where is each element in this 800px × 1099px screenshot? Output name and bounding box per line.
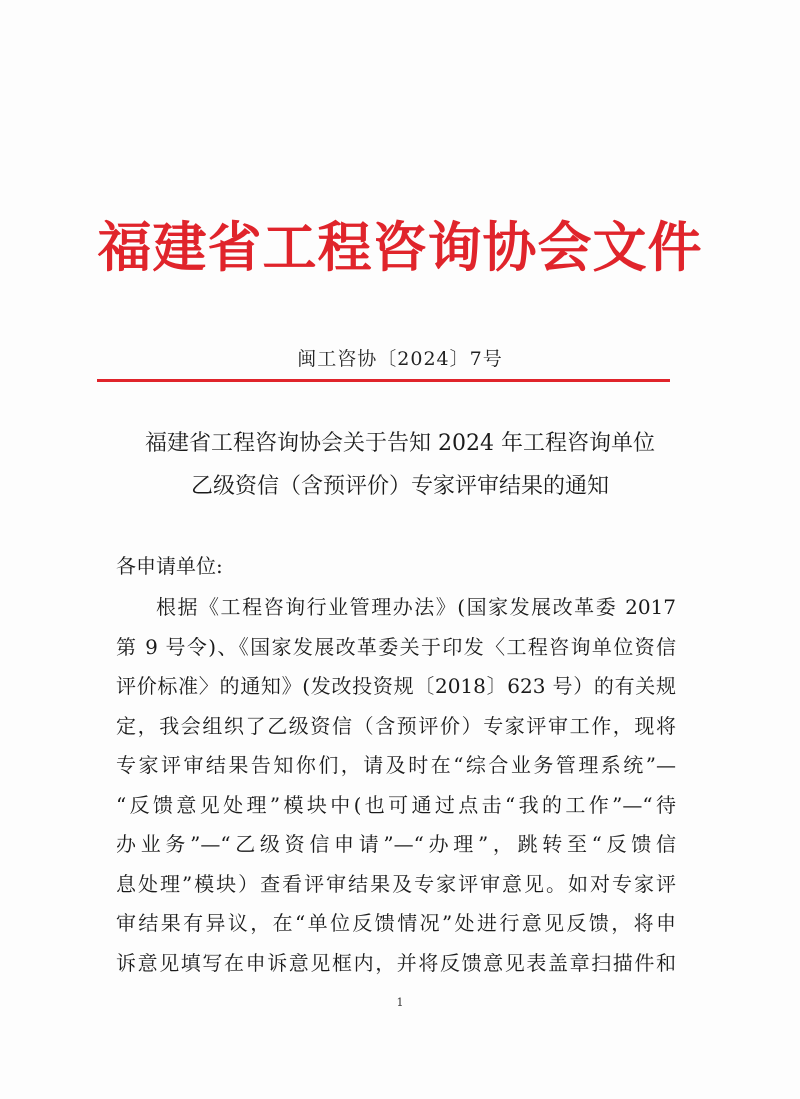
salutation: 各申请单位: [116,554,223,578]
body-line: 定，我会组织了乙级资信（含预评价）专家评审工作，现将 [116,713,676,738]
body-line: 评价标准〉的通知》(发改投资规〔2018〕623 号）的有关规 [116,674,676,698]
body-line: 专家评审结果告知你们，请及时在“综合业务管理系统”— [116,753,676,777]
body-line: 息处理”模块）查看评审结果及专家评审意见。如对专家评 [116,871,676,896]
notice-title-line: 乙级资信（含预评价）专家评审结果的通知 [190,474,609,499]
notice-title [0,422,800,508]
document-number: 闽工咨协〔2024〕7号 [297,348,503,370]
red-divider-line [97,379,670,382]
body-line: “反馈意见处理”模块中(也可通过点击“我的工作”—“待 [116,792,676,817]
body-line: 审结果有异议，在“单位反馈情况”处进行意见反馈，将申 [116,911,676,935]
agency-header-title: 福建省工程咨询协会文件 [97,215,703,279]
page-number: 1 [396,996,404,1009]
body-line: 诉意见填写在申诉意见框内，并将反馈意见表盖章扫描件和 [116,950,676,975]
body-line: 根据《工程咨询行业管理办法》(国家发展改革委 2017 [156,595,676,619]
body-line: 办业务”—“乙级资信申请”—“办理”，跳转至“反馈信 [116,832,676,856]
body-text [116,588,676,983]
body-line: 第 9 号令)、《国家发展改革委关于印发〈工程咨询单位资信 [116,634,676,659]
notice-title-line: 福建省工程咨询协会关于告知 2024 年工程咨询单位 [145,431,655,456]
